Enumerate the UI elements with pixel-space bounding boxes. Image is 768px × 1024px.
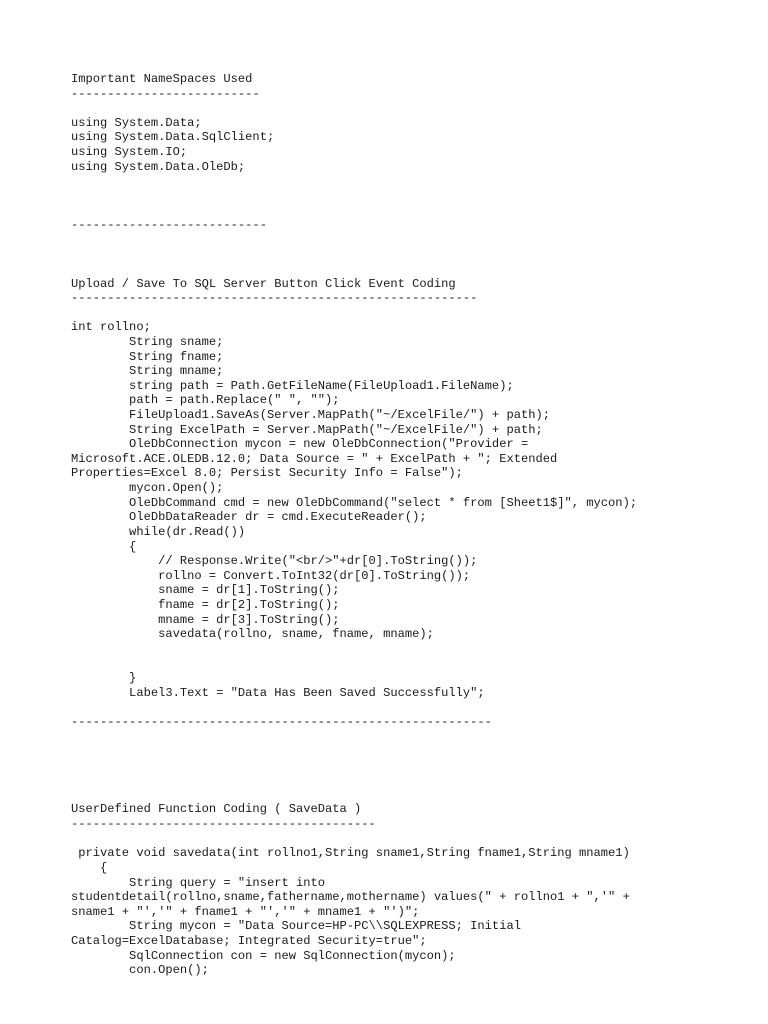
- code-line: savedata(rollno, sname, fname, mname);: [71, 627, 434, 642]
- code-line: [71, 247, 761, 262]
- code-line: sname1 + "','" + fname1 + "','" + mname1 + "')";: [71, 904, 420, 919]
- code-line: while(dr.Read()): [71, 524, 246, 539]
- code-line: String mname;: [71, 364, 224, 379]
- code-line: ------------------------------------------: [71, 817, 376, 832]
- code-line: --------------------------------------------------------: [71, 291, 478, 306]
- code-line: String query = "insert into: [71, 875, 326, 890]
- code-line: private void savedata(int rollno1,String sname1,String fname1,String mname1): [71, 846, 630, 861]
- code-line: Important NameSpaces Used: [71, 72, 253, 86]
- code-line: {: [71, 860, 108, 875]
- code-line: --------------------------: [71, 86, 260, 101]
- code-line: Label3.Text = "Data Has Been Saved Successfully";: [71, 685, 485, 700]
- code-line: Microsoft.ACE.OLEDB.12.0; Data Source = " + ExcelPath + "; Extended: [71, 451, 558, 466]
- code-line: String sname;: [71, 334, 224, 349]
- code-line: [71, 759, 761, 774]
- code-line: studentdetail(rollno,sname,fathername,mothername) values(" + rollno1 + ",'" +: [71, 890, 630, 905]
- code-line: [71, 189, 761, 204]
- code-line: path = path.Replace(" ", "");: [71, 393, 340, 408]
- code-line: ----------------------------------------------------------: [71, 714, 492, 729]
- code-line: [71, 773, 761, 788]
- code-line: [71, 700, 761, 715]
- code-line: OleDbDataReader dr = cmd.ExecuteReader();: [71, 510, 427, 525]
- code-line: [71, 306, 761, 321]
- code-line: [71, 656, 761, 671]
- code-line: [71, 642, 761, 657]
- code-line: using System.IO;: [71, 145, 188, 160]
- code-line: FileUpload1.SaveAs(Server.MapPath("~/ExcelFile/") + path);: [71, 408, 550, 423]
- code-line: [71, 233, 761, 248]
- code-line: int rollno;: [71, 320, 151, 335]
- code-line: Catalog=ExcelDatabase; Integrated Security=true";: [71, 933, 427, 948]
- code-line: }: [71, 670, 137, 685]
- code-line: Properties=Excel 8.0; Persist Security Info = False");: [71, 466, 463, 481]
- code-line: using System.Data.SqlClient;: [71, 130, 275, 145]
- code-line: OleDbConnection mycon = new OleDbConnection("Provider =: [71, 437, 529, 452]
- code-line: SqlConnection con = new SqlConnection(mycon);: [71, 948, 456, 963]
- code-line: ---------------------------: [71, 218, 267, 233]
- code-line: [71, 262, 761, 277]
- code-line: String mycon = "Data Source=HP-PC\\SQLEXPRESS; Initial: [71, 919, 521, 934]
- code-line: rollno = Convert.ToInt32(dr[0].ToString());: [71, 568, 471, 583]
- code-line: [71, 832, 761, 847]
- code-line: // Response.Write("<br/>"+dr[0].ToString());: [71, 554, 478, 569]
- code-line: string path = Path.GetFileName(FileUpload1.FileName);: [71, 378, 514, 393]
- code-line: using System.Data;: [71, 115, 202, 130]
- code-line: OleDbCommand cmd = new OleDbCommand("select * from [Sheet1$]", mycon);: [71, 495, 638, 510]
- code-line: [71, 729, 761, 744]
- code-line: using System.Data.OleDb;: [71, 159, 246, 174]
- code-line: mname = dr[3].ToString();: [71, 612, 340, 627]
- code-line: Upload / Save To SQL Server Button Click Event Coding: [71, 276, 456, 291]
- code-line: String fname;: [71, 349, 224, 364]
- code-line: [71, 174, 761, 189]
- code-line: fname = dr[2].ToString();: [71, 597, 340, 612]
- code-line: UserDefined Function Coding ( SaveData ): [71, 802, 362, 817]
- code-line: [71, 788, 761, 803]
- code-line: sname = dr[1].ToString();: [71, 583, 340, 598]
- code-line: {: [71, 539, 137, 554]
- code-document: [71, 72, 761, 978]
- code-line: [71, 101, 761, 116]
- code-line: [71, 203, 761, 218]
- code-line: [71, 744, 761, 759]
- code-line: String ExcelPath = Server.MapPath("~/ExcelFile/") + path;: [71, 422, 543, 437]
- code-line: con.Open();: [71, 963, 209, 978]
- code-line: mycon.Open();: [71, 481, 224, 496]
